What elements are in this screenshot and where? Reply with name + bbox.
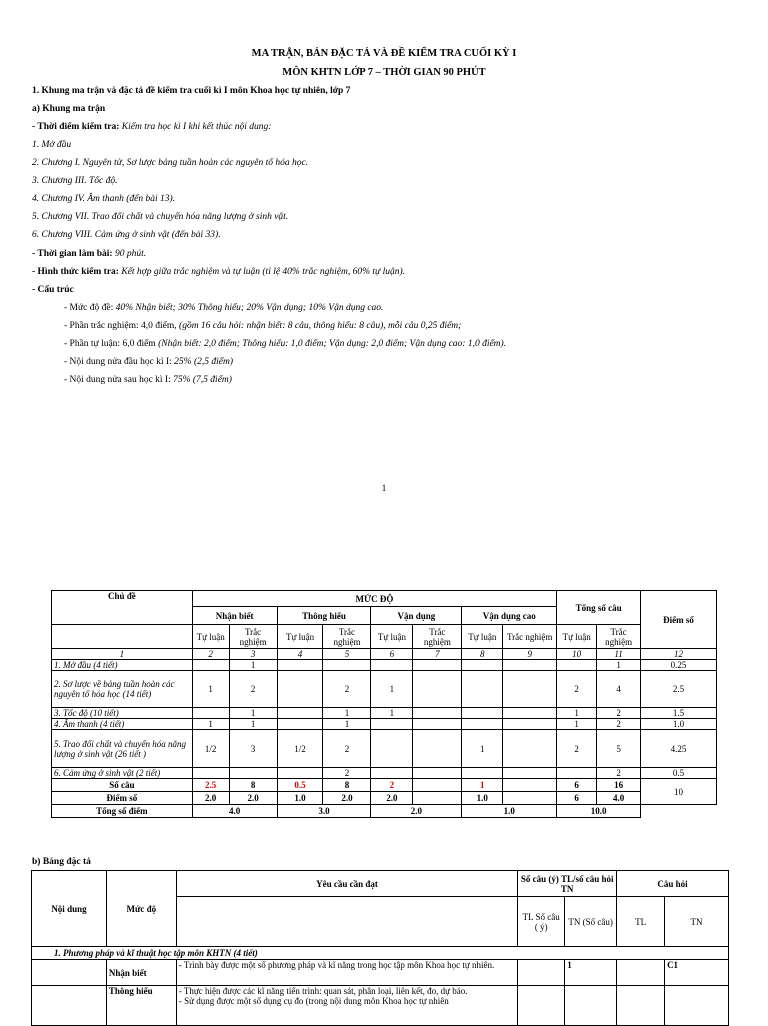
structure-item: - Phần tự luận: 6,0 điểm (Nhận biết: 2,0 điểm; Thông hiểu: 1,0 điểm; Vận dụng: 2,0 điểm; Vận dụng cao: 1,0 điểm).: [64, 339, 507, 349]
content-item: 4. Chương IV. Âm thanh (đến bài 13).: [32, 194, 176, 204]
h-total-questions: Tổng số câu: [557, 591, 641, 625]
h-level-name: Vận dụng: [371, 607, 462, 625]
h-requirement: Yêu cầu cần đạt: [176, 871, 517, 897]
h-level: Mức độ: [106, 871, 176, 947]
duration-label: - Thời gian làm bài:: [32, 249, 113, 259]
h-sub: Trắc nghiệm: [597, 625, 641, 649]
h-level-name: Vận dụng cao: [462, 607, 557, 625]
form-value: Kết hợp giữa trắc nghiệm và tự luận (tỉ lệ 40% trắc nghiệm, 60% tự luận).: [121, 267, 406, 277]
column-number-row: 1 2 3 4 5 6 7 8 9 10 11 12: [52, 649, 717, 660]
h-question-count: Số câu (ý) TL/số câu hỏi TN: [518, 871, 617, 897]
table-row: 1. Mở đầu (4 tiết) 1 1 0.25: [52, 660, 717, 671]
h-sub: Tự luận: [557, 625, 597, 649]
table-row: 5. Trao đổi chất và chuyển hóa năng lượng ở sinh vật (26 tiết ) 1/2 3 1/2 2 1 2 5 4.25: [52, 730, 717, 768]
h-tl: TL: [617, 897, 665, 947]
requirement-text: - Thực hiện được các kĩ năng tiến trình: quan sát, phân loại, liên kết, đo, dự báo.: [178, 986, 468, 996]
h-sub: Trắc nghiệm: [503, 625, 557, 649]
h-sub: Tự luận: [371, 625, 413, 649]
h-sub: Trắc nghiệm: [229, 625, 277, 649]
h-sub: Tự luận: [277, 625, 323, 649]
score-row: Điểm số 2.0 2.0 1.0 2.0 2.0 1.0 6 4.0: [52, 792, 717, 805]
h-tn: TN: [665, 897, 729, 947]
content-item: 3. Chương III. Tốc độ.: [32, 176, 118, 186]
structure-item: - Nội dung nửa sau học kì I: 75% (7,5 điểm): [64, 375, 232, 385]
structure-item: - Phần trắc nghiệm: 4,0 điểm, (gồm 16 câu hỏi: nhận biết: 8 câu, thông hiểu: 8 câu), mỗi câu 0,25 điểm;: [64, 321, 462, 331]
section-row: 1. Phương pháp và kĩ thuật học tập môn KHTN (4 tiết): [32, 947, 729, 960]
content-item: 6. Chương VIII. Cảm ứng ở sinh vật (đến bài 33).: [32, 230, 221, 240]
h-sub: Tự luận: [462, 625, 503, 649]
h-question: Câu hỏi: [617, 871, 729, 897]
h-level-name: Thông hiểu: [277, 607, 371, 625]
table-row: 3. Tốc độ (10 tiết) 1 1 1 1 2 1.5: [52, 708, 717, 719]
structure-item: - Mức độ đề: 40% Nhận biết; 30% Thông hiểu; 20% Vận dụng; 10% Vận dụng cao.: [64, 303, 384, 313]
table-row: 6. Cảm ứng ở sinh vật (2 tiết) 2 2 0.5: [52, 768, 717, 779]
sub-b-heading: b) Bảng đặc tả: [32, 857, 91, 867]
h-tn-count: TN (Số câu): [565, 897, 617, 947]
h-level-name: Nhận biết: [192, 607, 277, 625]
h-content: Nội dung: [32, 871, 107, 947]
page-number: 1: [381, 484, 387, 494]
duration-value: 90 phút.: [114, 249, 147, 259]
table-row: Nhận biết - Trình bày được một số phương pháp và kĩ năng trong học tập môn Khoa học tự nhiên. 1 C1: [32, 960, 729, 986]
h-sub: Trắc nghiệm: [413, 625, 462, 649]
content-item: 2. Chương I. Nguyên tử, Sơ lược bảng tuần hoàn các nguyên tố hóa học.: [32, 158, 309, 168]
question-count-row: Số câu 2.5 8 0.5 8 2 1 6 16 10: [52, 779, 717, 792]
total-score: 10: [641, 779, 717, 805]
spec-table: [31, 870, 729, 1026]
table-row: 2. Sơ lược về bảng tuần hoàn các nguyên tố hóa học (14 tiết) 1 2 2 1 2 4 2.5: [52, 671, 717, 708]
exam-time-value: Kiểm tra học kì I khi kết thúc nội dung:: [121, 122, 272, 132]
exam-time-line: [32, 122, 271, 132]
content-item: 1. Mở đầu: [32, 140, 72, 150]
form-label: - Hình thức kiểm tra:: [32, 267, 119, 277]
requirement-text: - Sử dụng được một số dụng cụ đo (trong nội dung môn Khoa học tự nhiên: [178, 996, 449, 1006]
h-sub: Tự luận: [192, 625, 229, 649]
h-level: MỨC ĐỘ: [192, 591, 557, 607]
h-tl-count: TL Số câu ( ý): [518, 897, 565, 947]
doc-title-1: MA TRẬN, BẢN ĐẶC TẢ VÀ ĐỀ KIỂM TRA CUỐI KỲ I: [251, 48, 517, 59]
sub-a-heading: a) Khung ma trận: [32, 104, 106, 114]
table-row: Thông hiểu - Thực hiện được các kĩ năng tiến trình: quan sát, phân loại, liên kết, đo, dự báo. - Sử dụng được một số dụng cụ đo (trong nội dung môn Khoa học tự nhiên: [32, 986, 729, 1026]
content-item: 5. Chương VII. Trao đổi chất và chuyển hóa năng lượng ở sinh vật.: [32, 212, 289, 222]
section-1-heading: 1. Khung ma trận và đặc tả đề kiểm tra cuối kì I môn Khoa học tự nhiên, lớp 7: [32, 86, 351, 96]
exam-time-label: - Thời điểm kiểm tra:: [32, 122, 120, 132]
form-line: [32, 267, 405, 277]
table-row: 4. Âm thanh (4 tiết) 1 1 1 1 2 1.0: [52, 719, 717, 730]
structure-item: - Nội dung nửa đầu học kì I: 25% (2,5 điểm): [64, 357, 233, 367]
h-sub: Trắc nghiệm: [323, 625, 371, 649]
h-score: Điểm số: [641, 591, 717, 649]
doc-title-2: MÔN KHTN LỚP 7 – THỜI GIAN 90 PHÚT: [282, 67, 486, 78]
structure-label: - Cấu trúc: [32, 285, 74, 295]
h-topic: Chủ đề: [52, 591, 193, 625]
duration-line: [32, 249, 146, 259]
matrix-table: [51, 590, 717, 818]
total-score-row: Tổng số điểm 4.0 3.0 2.0 1.0 10.0: [52, 805, 717, 818]
